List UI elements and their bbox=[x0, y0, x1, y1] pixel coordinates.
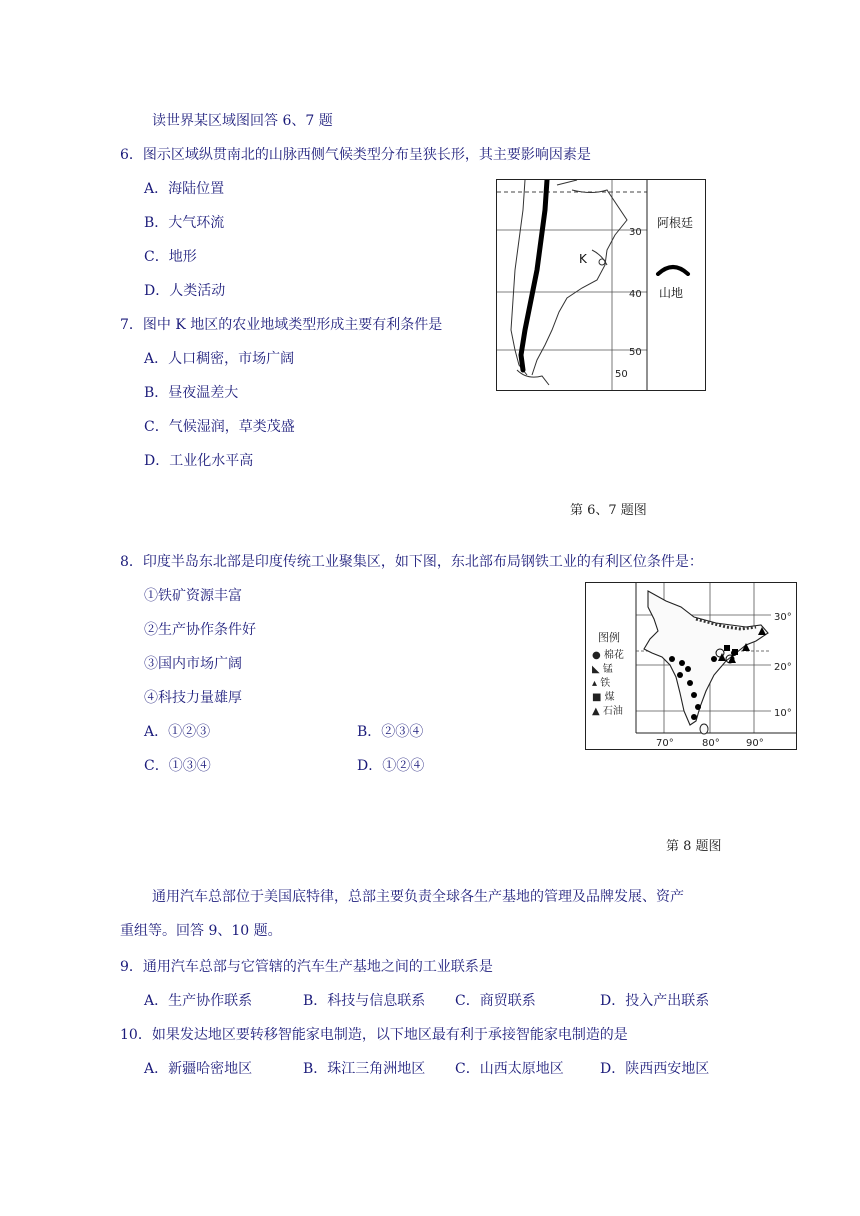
map1-label-k: K bbox=[579, 252, 587, 266]
question-7-option-b: B．昼夜温差大 bbox=[144, 385, 239, 401]
legend-oil-label: 石油 bbox=[602, 706, 623, 717]
question-7-option-d: D．工业化水平高 bbox=[144, 453, 254, 469]
question-10-option-b: B．珠江三角洲地区 bbox=[303, 1061, 426, 1077]
question-9-stem: 9．通用汽车总部与它管辖的汽车生产基地之间的工业联系是 bbox=[120, 959, 493, 975]
question-8-option-d: D．①②④ bbox=[357, 758, 425, 774]
intro-9-10-line2: 重组等。回答 9、10 题。 bbox=[120, 923, 282, 939]
map1-legend-mountain: 山地 bbox=[659, 286, 684, 300]
map1-lat-40: 40 bbox=[629, 289, 642, 300]
question-8-item-3: ③国内市场广阔 bbox=[144, 656, 242, 672]
question-10-stem: 10．如果发达地区要转移智能家电制造，以下地区最有利于承接智能家电制造的是 bbox=[120, 1027, 628, 1043]
map-south-america bbox=[496, 179, 706, 391]
question-8-stem: 8．印度半岛东北部是印度传统工业聚集区，如下图，东北部布局钢铁工业的有利区位条件是： bbox=[120, 554, 703, 570]
oil-icon: ▲ bbox=[592, 706, 600, 717]
question-8-item-2: ②生产协作条件好 bbox=[144, 622, 256, 638]
question-8-option-c: C．①③④ bbox=[144, 758, 211, 774]
question-7-option-a: A．人口稠密，市场广阔 bbox=[144, 351, 295, 367]
map2-lon-80: 80° bbox=[702, 738, 720, 749]
manganese-icon: ◣ bbox=[592, 664, 600, 675]
question-8-option-a: A．①②③ bbox=[144, 724, 211, 740]
intro-9-10-line1: 通用汽车总部位于美国底特律，总部主要负责全球各生产基地的管理及品牌发展、资产 bbox=[152, 889, 684, 905]
question-8-option-b: B．②③④ bbox=[357, 724, 424, 740]
question-6-stem: 6．图示区域纵贯南北的山脉西侧气候类型分布呈狭长形，其主要影响因素是 bbox=[120, 147, 591, 163]
map1-caption: 第 6、7 题图 bbox=[570, 503, 647, 518]
legend-coal-label: 煤 bbox=[604, 692, 615, 703]
question-9-option-a: A．生产协作联系 bbox=[144, 993, 253, 1009]
legend-iron-label: 铁 bbox=[600, 678, 611, 689]
cotton-icon: ● bbox=[592, 650, 601, 661]
question-6-option-c: C．地形 bbox=[144, 249, 197, 265]
question-6-option-a: A．海陆位置 bbox=[144, 181, 225, 197]
map1-lat-50: 50 bbox=[629, 347, 642, 358]
question-7-stem: 7．图中 K 地区的农业地域类型形成主要有利条件是 bbox=[120, 317, 443, 333]
question-10-option-c: C．山西太原地区 bbox=[455, 1061, 564, 1077]
question-10-option-d: D．陕西西安地区 bbox=[600, 1061, 710, 1077]
map1-lon-50: 50 bbox=[615, 369, 628, 380]
intro-6-7: 读世界某区域图回答 6、7 题 bbox=[152, 113, 333, 129]
iron-icon: ▴ bbox=[592, 678, 598, 689]
map2-lat-10: 10° bbox=[774, 708, 792, 719]
legend-oil bbox=[592, 703, 623, 721]
mountain-legend-icon bbox=[655, 262, 691, 276]
map1-lat-30: 30 bbox=[629, 227, 642, 238]
question-6-option-b: B．大气环流 bbox=[144, 215, 225, 231]
map2-lat-30: 30° bbox=[774, 612, 792, 623]
question-6-option-d: D．人类活动 bbox=[144, 283, 226, 299]
question-7-option-c: C．气候湿润，草类茂盛 bbox=[144, 419, 295, 435]
map-india bbox=[585, 582, 797, 750]
map2-lat-20: 20° bbox=[774, 662, 792, 673]
question-8-item-4: ④科技力量雄厚 bbox=[144, 690, 242, 706]
coal-icon: ■ bbox=[592, 692, 602, 703]
map2-lon-90: 90° bbox=[746, 738, 764, 749]
question-9-option-c: C．商贸联系 bbox=[455, 993, 536, 1009]
legend-cotton-label: 棉花 bbox=[603, 650, 624, 661]
map2-legend-title: 图例 bbox=[598, 631, 620, 644]
question-9-option-d: D．投入产出联系 bbox=[600, 993, 710, 1009]
map1-label-argentina: 阿根廷 bbox=[657, 216, 694, 230]
map2-caption: 第 8 题图 bbox=[666, 839, 722, 854]
map2-lon-70: 70° bbox=[656, 738, 674, 749]
legend-manganese-label: 锰 bbox=[602, 664, 613, 675]
question-9-option-b: B．科技与信息联系 bbox=[303, 993, 426, 1009]
question-10-option-a: A．新疆哈密地区 bbox=[144, 1061, 253, 1077]
question-8-item-1: ①铁矿资源丰富 bbox=[144, 588, 242, 604]
